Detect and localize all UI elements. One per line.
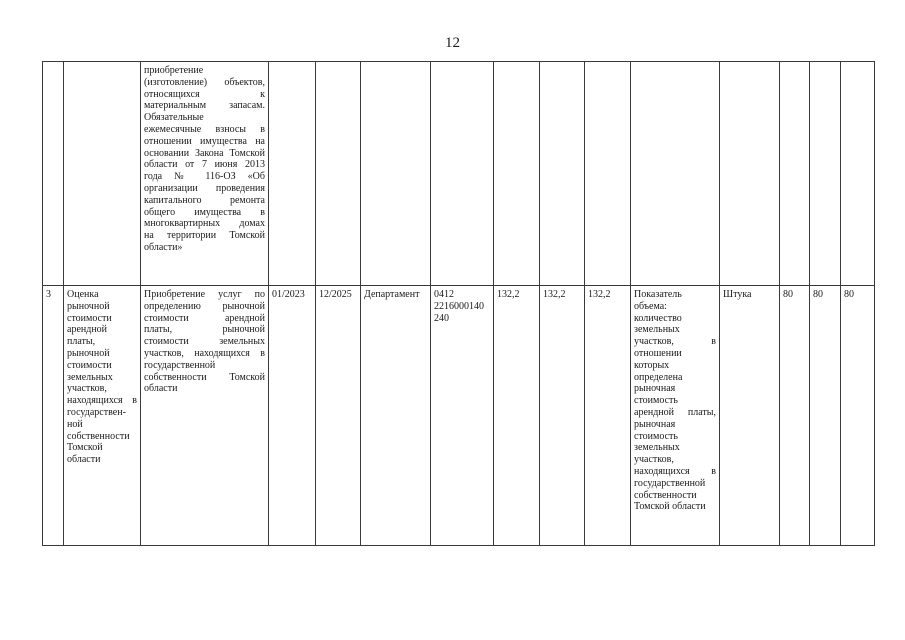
cell-description [141,286,269,546]
text-line: области от 7 июня 2013 [144,159,265,171]
cell-value-1: 80 [780,286,810,546]
description-text [144,289,265,395]
text-line: стоимость [634,430,678,442]
cell-name [64,62,141,286]
cell-amount-total: 132,2 [494,286,540,546]
cell-indicator [631,286,720,546]
text-line: Томской области [634,501,706,513]
text-line: рыночная [634,418,676,430]
table-row [43,286,875,546]
cell-number: 3 [43,286,64,546]
cell-start [269,62,316,286]
text-line: определена [634,371,683,383]
text-line: платы, [67,336,96,348]
cell-amount-total [494,62,540,286]
cell-amount-2 [585,62,631,286]
cell-amount-1 [540,62,585,286]
text-line: рыночной [67,347,110,359]
text-line: области» [144,241,183,253]
cell-value-3: 80 [841,286,875,546]
text-line: стоимости земельных [144,336,265,348]
text-line: государственной [144,359,216,371]
cell-name [64,286,141,546]
text-line: материальным запасам. [144,100,265,112]
text-line: на территории Томской [144,230,265,242]
cell-indicator [631,62,720,286]
text-line: объема: [634,300,667,312]
indicator-text [634,289,716,513]
text-line: отношении [634,347,682,359]
text-line: земельных [634,324,680,336]
cell-amount-1: 132,2 [540,286,585,546]
text-line: определению рыночной [144,300,265,312]
text-line: земельных [634,442,680,454]
text-line: Обязательные [144,112,204,124]
code-line: 240 [434,312,449,324]
text-line: приобретение [144,65,204,76]
text-line: общего имущества в [144,206,265,218]
cell-executor [361,62,431,286]
cell-description [141,62,269,286]
cell-start: 01/2023 [269,286,316,546]
text-line: рыночной [67,300,110,312]
text-line: стоимости [67,359,112,371]
text-line: государствен- [67,406,126,418]
text-line: участков, в [634,336,716,348]
text-line: рыночная [634,383,676,395]
cell-amount-2: 132,2 [585,286,631,546]
code-line: 2216000140 [434,300,484,312]
text-line: организации проведения [144,182,265,194]
cell-value-2 [810,62,841,286]
cell-end: 12/2025 [316,286,361,546]
text-line: платы, рыночной [144,324,265,336]
cell-value-2: 80 [810,286,841,546]
text-line: стоимость [634,395,678,407]
cell-code [431,62,494,286]
table-row [43,62,875,286]
text-line: которых [634,359,670,371]
text-line: участков, [67,383,107,395]
text-line: государственной [634,477,706,489]
text-line: арендной платы, [634,406,716,418]
text-line: собственности Томской [144,371,265,383]
text-line: участков, [634,454,674,466]
text-line: находящихся в [634,465,716,477]
text-line: отношении имущества на [144,135,265,147]
cell-number [43,62,64,286]
text-line: (изготовление) объектов, [144,76,265,88]
text-line: количество [634,312,682,324]
cell-value-1 [780,62,810,286]
text-line: земельных [67,371,113,383]
description-text [144,65,265,254]
text-line: собственности [634,489,697,501]
text-line: собственности [67,430,130,442]
text-line: области [144,383,178,395]
name-text [67,289,137,466]
cell-unit: Штука [720,286,780,546]
text-line: капитального ремонта [144,194,265,206]
cell-value-3 [841,62,875,286]
text-line: относящихся к [144,88,265,100]
text-line: области [67,454,101,466]
code-line: 0412 [434,289,454,300]
text-line: ной [67,418,83,430]
text-line: многоквартирных домах [144,218,265,230]
page-number: 12 [445,35,460,51]
cell-end [316,62,361,286]
text-line: основании Закона Томской [144,147,265,159]
cell-code [431,286,494,546]
text-line: арендной [67,324,108,336]
text-line: стоимости арендной [144,312,265,324]
text-line: Оценка [67,289,99,300]
text-line: ежемесячные взносы в [144,123,265,135]
text-line: Показатель [634,289,682,300]
text-line: участков, находящихся в [144,347,265,359]
cell-executor: Департамент [361,286,431,546]
text-line: стоимости [67,312,112,324]
cell-unit [720,62,780,286]
program-table [42,61,875,546]
text-line: Томской [67,442,103,454]
text-line: Приобретение услуг по [144,289,265,300]
text-line: находящихся в [67,395,137,407]
text-line: года № 116-ОЗ «Об [144,171,265,183]
